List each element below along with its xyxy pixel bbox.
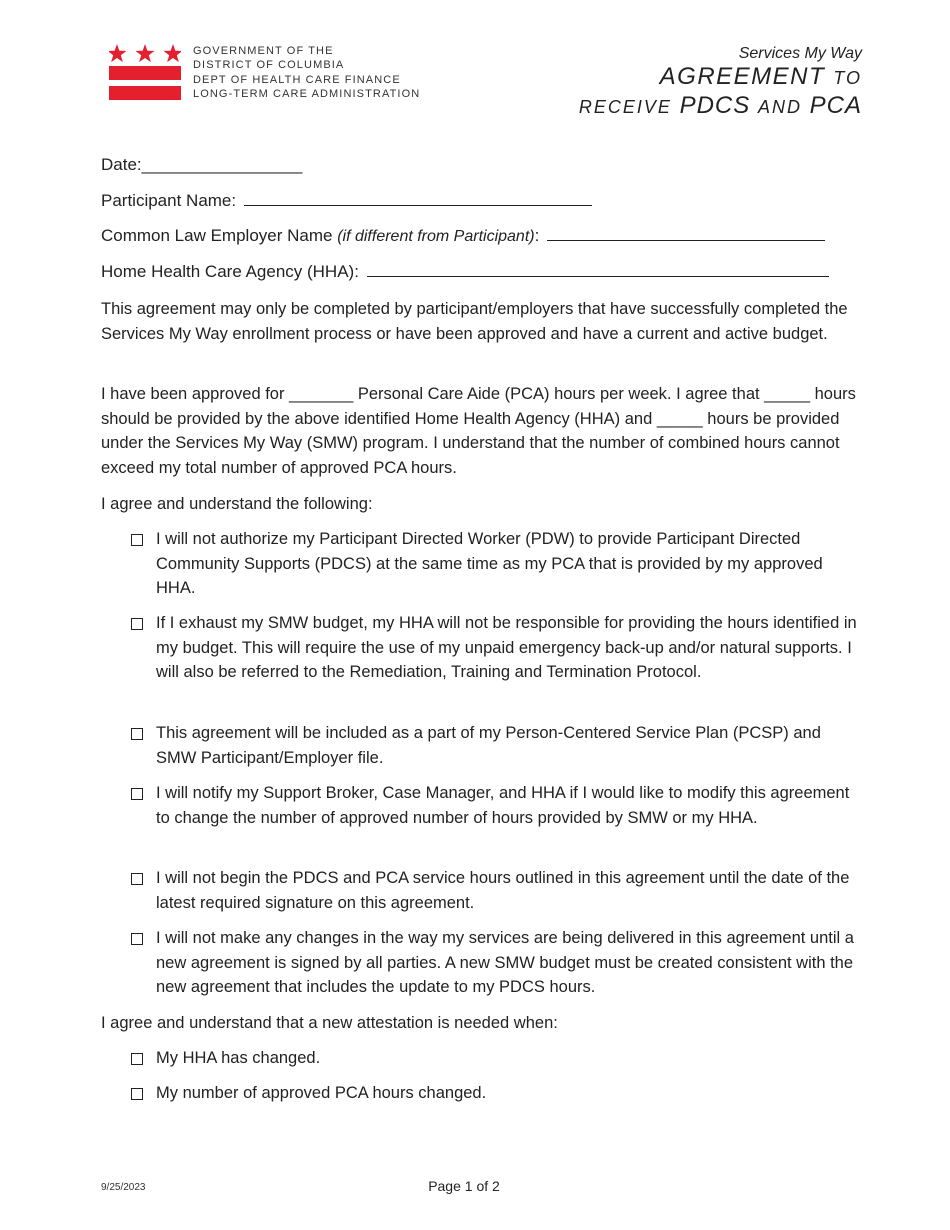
attest-item-text: My HHA has changed.: [156, 1049, 321, 1067]
checkbox[interactable]: [131, 728, 143, 740]
employer-colon: :: [534, 226, 540, 245]
title-line-1: [579, 64, 862, 91]
checkbox[interactable]: [131, 933, 143, 945]
document-title: [579, 44, 862, 122]
flag-bar-2: [109, 86, 181, 100]
flag-star-1: [109, 44, 127, 62]
checkbox[interactable]: [131, 1088, 143, 1100]
flag-bar-1: [109, 66, 181, 80]
title-receive: RECEIVE: [578, 97, 672, 117]
agency-name: [193, 44, 420, 101]
hha-line[interactable]: [367, 262, 829, 277]
agree-item-text: I will notify my Support Broker, Case Manager, and HHA if I would like to modify this agreement to change the number of approved number of hours provided by SMW or my HHA.: [156, 784, 850, 827]
agree-item-text: This agreement will be included as a part of my Person-Centered Service Plan (PCSP) and SMW Participant/Employer file.: [156, 724, 821, 767]
flag-star-3: [163, 44, 181, 62]
agree-item: [131, 611, 861, 685]
checkbox[interactable]: [131, 873, 143, 885]
agree-item: [131, 866, 861, 915]
agency-line: DISTRICT OF COLUMBIA: [193, 59, 345, 72]
agree-item: [131, 926, 861, 1000]
title-to: TO: [833, 68, 862, 88]
participant-name-field[interactable]: [101, 191, 592, 211]
title-pca: PCA: [809, 92, 862, 119]
attest-heading: I agree and understand that a new attestation is needed when:: [101, 1014, 558, 1032]
flag-star-2: [135, 44, 154, 62]
title-and: AND: [757, 97, 802, 117]
employer-note: (if different from Participant): [337, 228, 535, 245]
hours-paragraph: I have been approved for _______ Personal Care Aide (PCA) hours per week. I agree that _____ hours should be provided by the above identified Home Health Agency (HHA) and _____ hours be provided under the Services My Way (SMW) program. I understand that the number of combined hours cannot exceed my total number of approved PCA hours.: [101, 385, 856, 477]
agree-item: [131, 527, 861, 601]
agree-heading: I agree and understand the following:: [101, 495, 373, 513]
checkbox[interactable]: [131, 788, 143, 800]
participant-name-line[interactable]: [244, 191, 592, 206]
date-label: Date:: [101, 155, 142, 174]
page-number: Page 1 of 2: [428, 1178, 500, 1194]
attest-item: [131, 1081, 861, 1106]
employer-name-label: Common Law Employer Name: [101, 226, 333, 245]
date-blank[interactable]: _________________: [141, 155, 303, 174]
agree-item-text: I will not authorize my Participant Directed Worker (PDW) to provide Participant Directed Community Supports (PDCS) at the same time as my PCA that is provided by my approved HHA.: [156, 530, 823, 598]
checkbox[interactable]: [131, 534, 143, 546]
date-field[interactable]: [101, 155, 302, 175]
employer-name-line[interactable]: [547, 226, 825, 241]
agency-line: GOVERNMENT OF THE: [193, 45, 334, 57]
agree-item: [131, 781, 861, 830]
title-line-2: [579, 91, 862, 122]
agency-line: LONG-TERM CARE ADMINISTRATION: [193, 87, 421, 100]
checkbox[interactable]: [131, 1053, 143, 1065]
agree-item-text: I will not begin the PDCS and PCA service hours outlined in this agreement until the date of the latest required signature on this agreement.: [156, 869, 850, 912]
hha-field[interactable]: [101, 262, 829, 282]
revision-date: 9/25/2023: [101, 1182, 146, 1193]
agency-line: DEPT OF HEALTH CARE FINANCE: [193, 73, 401, 86]
agree-item: [131, 721, 861, 770]
intro-paragraph: This agreement may only be completed by participant/employers that have successfully completed the Services My Way enrollment process or have been approved and have a current and active budget.: [101, 300, 848, 343]
participant-name-label: Participant Name:: [101, 191, 237, 210]
employer-name-field[interactable]: [101, 226, 825, 246]
program-name: Services My Way: [738, 45, 862, 62]
dc-flag-logo: [109, 44, 181, 102]
attest-item: [131, 1046, 861, 1071]
hha-label: Home Health Care Agency (HHA):: [101, 262, 359, 281]
attest-item-text: My number of approved PCA hours changed.: [156, 1084, 487, 1102]
title-pdcs: PDCS: [679, 92, 751, 119]
agree-item-text: I will not make any changes in the way my services are being delivered in this agreement until a new agreement is signed by all parties. A new SMW budget must be created consistent with the new agreement that includes the update to my PDCS hours.: [156, 929, 854, 997]
agree-item-text: If I exhaust my SMW budget, my HHA will not be responsible for providing the hours identified in my budget. This will require the use of my unpaid emergency back-up and/or natural supports. I will also be referred to the Remediation, Training and Termination Protocol.: [156, 614, 857, 682]
checkbox[interactable]: [131, 618, 143, 630]
title-agreement: AGREEMENT: [659, 63, 826, 90]
